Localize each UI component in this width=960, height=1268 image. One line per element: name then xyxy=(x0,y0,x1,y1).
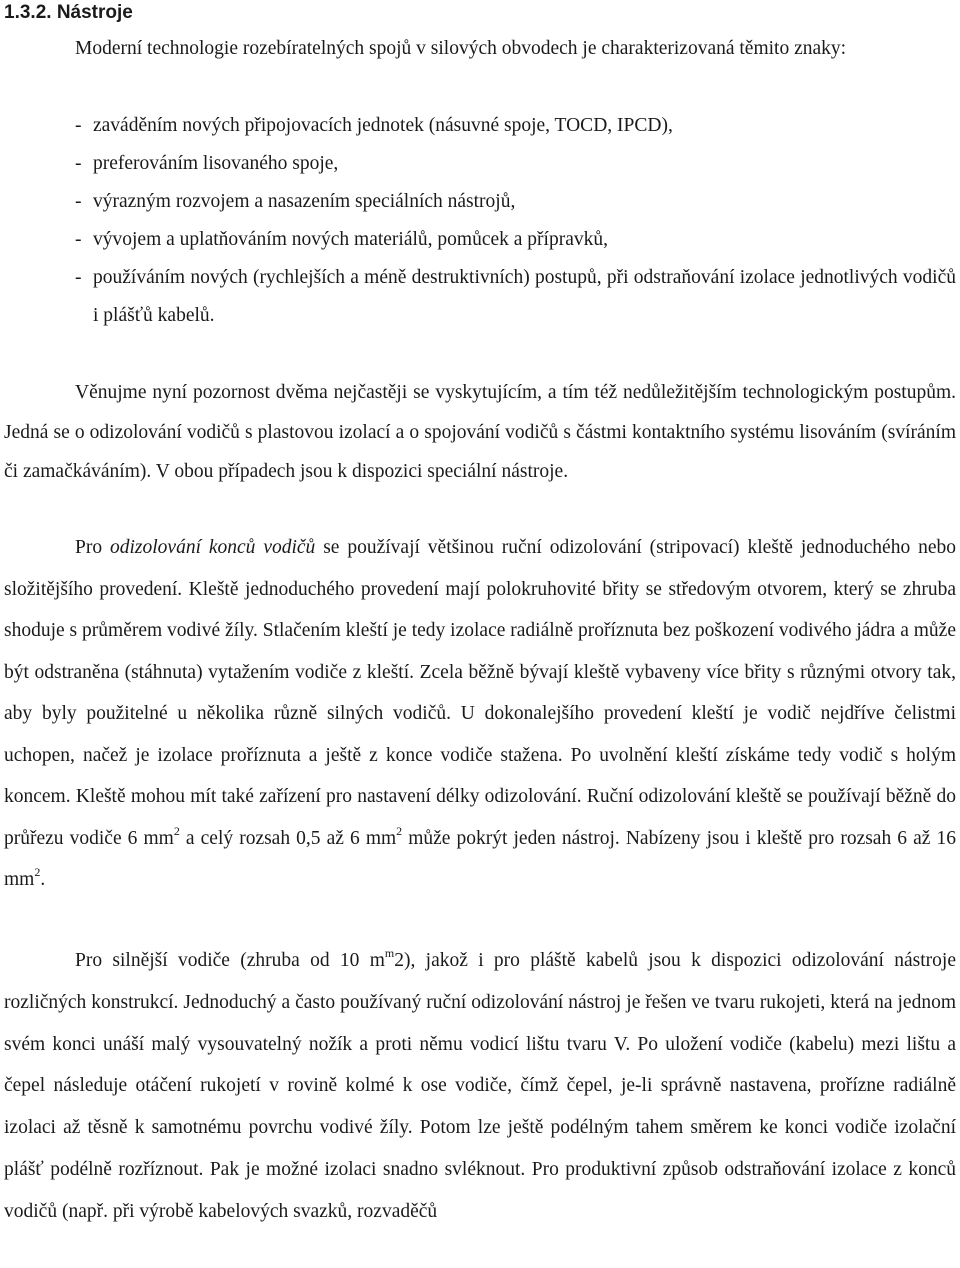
p3-lead: Pro xyxy=(75,537,110,558)
paragraph-techniques: Věnujme nyní pozornost dvěma nejčastěji se vyskytujícím, a tím též nedůležitějším technologickým postupům. Jedná se o odizolování vodičů s plastovou izolací a o spojování vodičů s částmi kontaktního systému lisováním (svíráním či zamačkáváním). V obou případech jsou k dispozici speciální nástroje. xyxy=(4,382,956,482)
p3-text-c: může pokrýt jeden nástroj. Nabízeny jsou i kleště pro rozsah 6 až 16 mm xyxy=(4,827,956,890)
section-heading: 1.3.2. Nástroje xyxy=(4,2,133,23)
p3-text-d: . xyxy=(40,869,46,890)
p3-sup-c: 2 xyxy=(34,865,41,879)
p3-text-a: se používají většinou ruční odizolování (stripovací) kleště jednoduchého nebo složitějšího provedení. Kleště jednoduchého provedení mají polokruhovité břity se středovým otvorem, který se zhruba shoduje s průměrem vodivé žíly. Stlačením kleští je tedy izolace radiálně proříznuta bez poškození vodivého jádra a může být odstraněna (stáhnuta) vytažením vodiče z kleští. Zcela běžně bývají kleště vybaveny více břity s různými otvory tak, aby byly použitelné u několika různě silných vodičů. U dokonalejšího provedení kleští je vodič nejdříve čelistmi uchopen, načež je izolace proříznuta a ještě z konce vodiče stažena. Po uvolnění kleští získáme tedy vodič s holým koncem. Kleště mohou mít také zařízení pro nastavení délky odizolování. Ruční odizolování kleště se používají běžně do průřezu vodiče 6 mm xyxy=(4,537,956,849)
p3-sup-b: 2 xyxy=(396,823,403,838)
list-item: - preferováním lisovaného spoje, xyxy=(75,145,956,183)
feature-list xyxy=(75,107,956,335)
p3-emphasis: odizolování konců vodičů xyxy=(109,537,316,558)
p4-sup-a: m xyxy=(384,946,395,960)
paragraph-thick-conductors xyxy=(4,940,956,1233)
p4-text-b: 2), jakož i pro pláště kabelů jsou k dispozici odizolování nástroje rozličných konstrukcí. Jednoduchý a často používaný ruční odizolování nástroj je řešen ve tvaru rukojeti, která na jednom svém konci unáší malý vysouvatelný nožík a proti němu vodicí lištu tvaru V. Po uložení vodiče (kabelu) mezi lištu a čepel následuje otáčení rukojetí v rovině kolmé k ose vodiče, čímž čepel, je-li správně nastavena, prořízne radiálně izolaci až těsně k samotnému povrchu vodivé žíly. Potom lze ještě podélným tahem směrem ke konci vodiče izolační plášť podélně rozříznout. Pak je možné izolaci snadno svléknout. Pro produktivní způsob odstraňování izolace z konců vodičů (např. při výrobě kabelových svazků, rozvaděčů xyxy=(4,950,956,1222)
list-item: - používáním nových (rychlejších a méně destruktivních) postupů, při odstraňování izolace jednotlivých vodičů i plášťů kabelů. xyxy=(75,259,956,335)
paragraph-stripping xyxy=(4,527,956,901)
list-item: - vývojem a uplatňováním nových materiálů, pomůcek a přípravků, xyxy=(75,221,956,259)
p4-text-a: Pro silnější vodiče (zhruba od 10 m xyxy=(75,950,385,971)
list-item: - výrazným rozvojem a nasazením speciálních nástrojů, xyxy=(75,183,956,221)
list-item: - zaváděním nových připojovacích jednotek (násuvné spoje, TOCD, IPCD), xyxy=(75,107,956,145)
p3-sup-a: 2 xyxy=(173,823,180,838)
p3-text-b: a celý rozsah 0,5 až 6 mm xyxy=(179,827,397,849)
intro-paragraph: Moderní technologie rozebíratelných spojů v silových obvodech je charakterizovaná těmito znaky: xyxy=(75,38,847,59)
